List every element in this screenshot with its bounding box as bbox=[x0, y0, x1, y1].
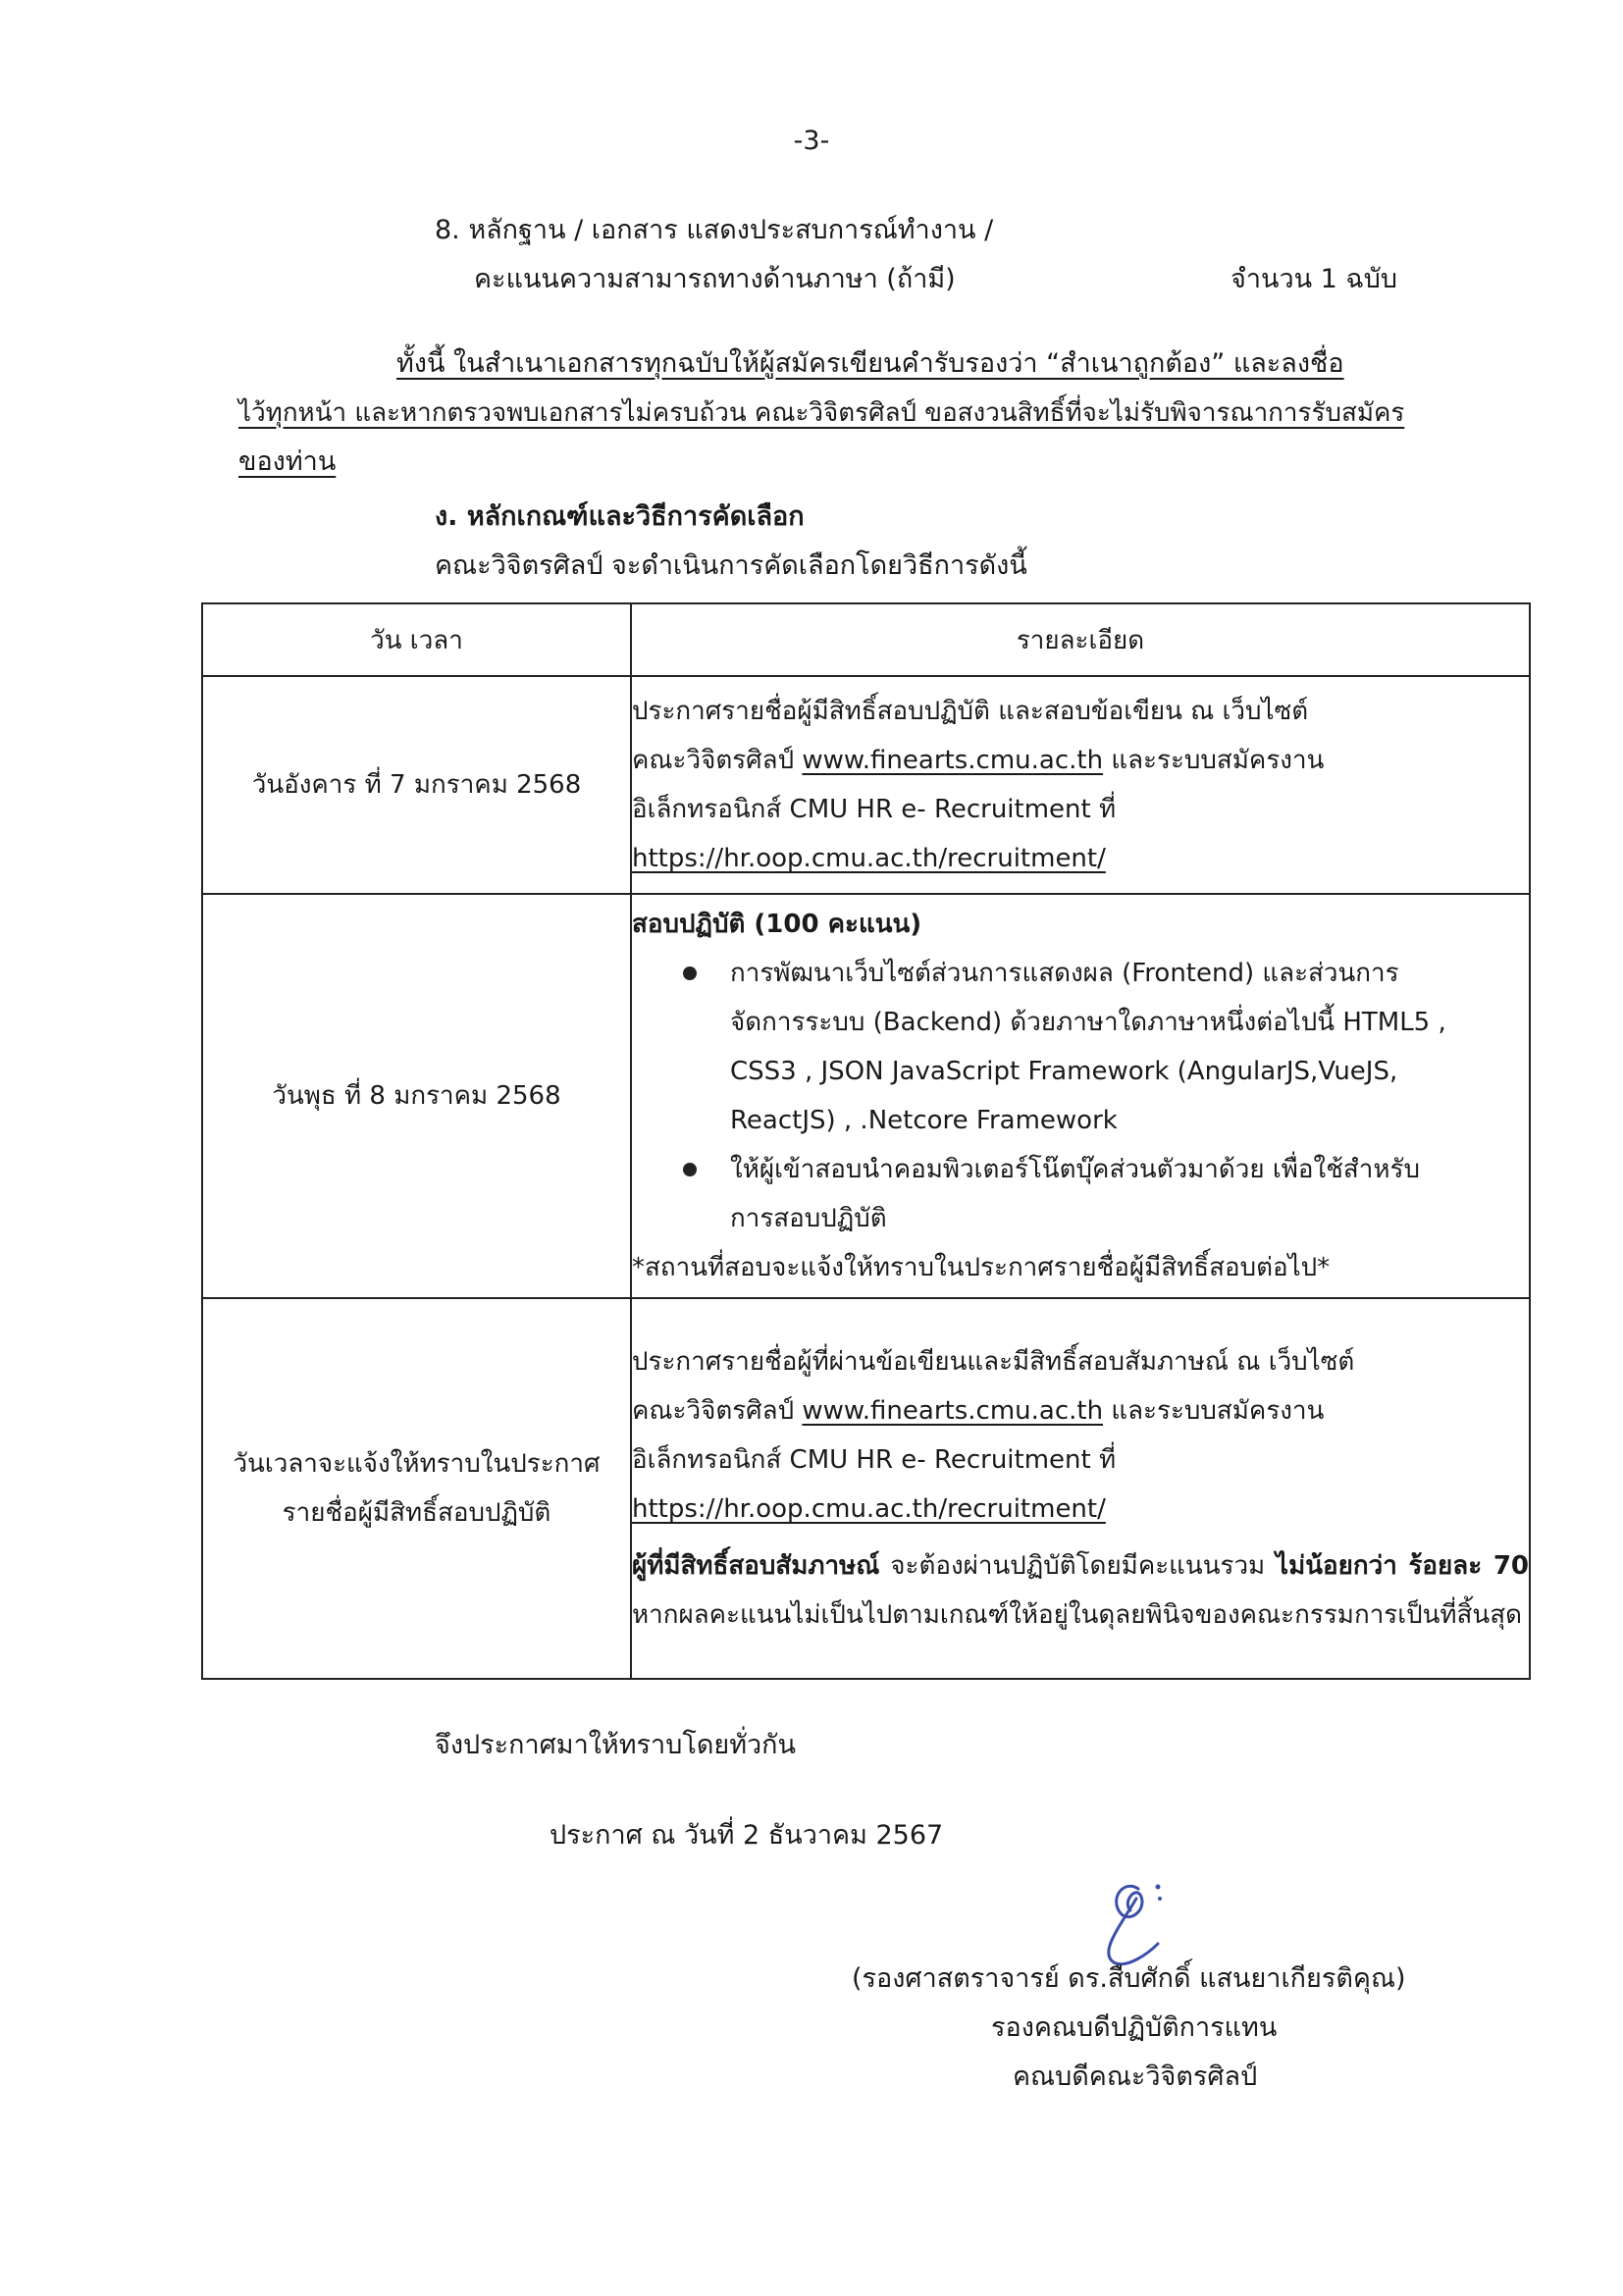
requirements-list bbox=[632, 949, 1529, 1243]
notice-line1: ทั้งนี้ ในสำเนาเอกสารทุกฉบับให้ผู้สมัครเขียนคำรับรองว่า “สำเนาถูกต้อง” และลงชื่อ bbox=[396, 348, 1344, 379]
row2-title: สอบปฏิบัติ (100 คะแนน) bbox=[632, 910, 922, 939]
criteria-bold-2: ไม่น้อยกว่า ร้อยละ 70 bbox=[1276, 1551, 1530, 1581]
row1-line2-post: และระบบสมัครงาน bbox=[1103, 746, 1325, 775]
row3-line2-pre: คณะวิจิตรศิลป์ bbox=[632, 1396, 803, 1426]
row3-line1: ประกาศรายชื่อผู้ที่ผ่านข้อเขียนและมีสิทธิ์สอบสัมภาษณ์ ณ เว็บไซต์ bbox=[632, 1347, 1355, 1377]
list-item bbox=[632, 1145, 1529, 1243]
row2-date: วันพุธ ที่ 8 มกราคม 2568 bbox=[202, 894, 631, 1298]
page-number: -3- bbox=[793, 126, 830, 156]
signatory-position-2: คณบดีคณะวิจิตรศิลป์ bbox=[1013, 2061, 1258, 2092]
signatory-position-1: รองคณบดีปฏิบัติการแทน bbox=[991, 2012, 1278, 2043]
recruitment-link[interactable]: https://hr.oop.cmu.ac.th/recruitment/ bbox=[632, 1494, 1106, 1524]
table-row bbox=[202, 894, 1530, 1298]
table-row bbox=[202, 676, 1530, 894]
criteria-rest: หากผลคะแนนไม่เป็นไปตามเกณฑ์ให้อยู่ในดุลยพินิจของคณะกรรมการเป็นที่สิ้นสุด bbox=[632, 1600, 1522, 1630]
notice-line3: ของท่าน bbox=[238, 446, 337, 477]
finearts-website-link[interactable]: www.finearts.cmu.ac.th bbox=[802, 1396, 1104, 1426]
row3-line2 bbox=[632, 1386, 1529, 1435]
header-date: วัน เวลา bbox=[202, 603, 631, 676]
announcement-date: ประกาศ ณ วันที่ 2 ธันวาคม 2567 bbox=[550, 1820, 944, 1851]
item8-line1: 8. หลักฐาน / เอกสาร แสดงประสบการณ์ทำงาน / bbox=[435, 215, 994, 245]
list-item bbox=[632, 949, 1529, 1145]
item8-line2: คะแนนความสามารถทางด้านภาษา (ถ้ามี) bbox=[474, 264, 956, 294]
section-heading: ง. หลักเกณฑ์และวิธีการคัดเลือก bbox=[435, 501, 805, 532]
selection-schedule-table bbox=[201, 602, 1531, 1680]
row3-line2-post: และระบบสมัครงาน bbox=[1103, 1396, 1325, 1426]
row1-date: วันอังคาร ที่ 7 มกราคม 2568 bbox=[202, 676, 631, 894]
row1-line1: ประกาศรายชื่อผู้มีสิทธิ์สอบปฏิบัติ และสอบข้อเขียน ณ เว็บไซต์ bbox=[632, 697, 1309, 726]
section-intro: คณะวิจิตรศิลป์ จะดำเนินการคัดเลือกโดยวิธีการดังนี้ bbox=[435, 550, 1027, 581]
bullet2-line2: การสอบปฏิบัติ bbox=[730, 1204, 887, 1233]
closing-text: จึงประกาศมาให้ทราบโดยทั่วกัน bbox=[435, 1730, 796, 1760]
signatory-name: (รองศาสตราจารย์ ดร.สืบศักดิ์ แสนยาเกียรติคุณ) bbox=[852, 1963, 1406, 1994]
row1-detail bbox=[631, 676, 1530, 894]
bullet1-line3: CSS3 , JSON JavaScript Framework (AngularJS,VueJS, bbox=[730, 1057, 1398, 1086]
criteria-mid: จะต้องผ่านปฏิบัติโดยมีคะแนนรวม bbox=[879, 1551, 1277, 1581]
item8-count: จำนวน 1 ฉบับ bbox=[1230, 264, 1398, 294]
criteria-bold-1: ผู้ที่มีสิทธิ์สอบสัมภาษณ์ bbox=[632, 1551, 880, 1581]
row3-date-line1: วันเวลาจะแจ้งให้ทราบในประกาศ bbox=[233, 1449, 601, 1479]
row3-criteria bbox=[632, 1541, 1529, 1640]
row2-detail bbox=[631, 894, 1530, 1298]
row3-line3: อิเล็กทรอนิกส์ CMU HR e- Recruitment ที่ bbox=[632, 1445, 1117, 1475]
row1-line3: อิเล็กทรอนิกส์ CMU HR e- Recruitment ที่ bbox=[632, 795, 1117, 824]
bullet1-line1: การพัฒนาเว็บไซต์ส่วนการแสดงผล (Frontend) และส่วนการ bbox=[730, 959, 1399, 988]
row3-date bbox=[202, 1298, 631, 1679]
header-detail: รายละเอียด bbox=[631, 603, 1530, 676]
notice-line2: ไว้ทุกหน้า และหากตรวจพบเอกสารไม่ครบถ้วน คณะวิจิตรศิลป์ ขอสงวนสิทธิ์ที่จะไม่รับพิจารณาการรับสมัคร bbox=[238, 398, 1405, 428]
bullet1-line4: ReactJS) , .Netcore Framework bbox=[730, 1106, 1118, 1135]
row3-detail bbox=[631, 1298, 1530, 1679]
row2-note: *สถานที่สอบจะแจ้งให้ทราบในประกาศรายชื่อผู้มีสิทธิ์สอบต่อไป* bbox=[632, 1253, 1331, 1282]
bullet2-line1: ให้ผู้เข้าสอบนำคอมพิวเตอร์โน๊ตบุ๊คส่วนตัวมาด้วย เพื่อใช้สำหรับ bbox=[730, 1155, 1420, 1184]
finearts-website-link[interactable]: www.finearts.cmu.ac.th bbox=[802, 746, 1104, 775]
row1-line2 bbox=[632, 736, 1529, 785]
row3-date-line2: รายชื่อผู้มีสิทธิ์สอบปฏิบัติ bbox=[282, 1498, 551, 1528]
recruitment-link[interactable]: https://hr.oop.cmu.ac.th/recruitment/ bbox=[632, 844, 1106, 873]
bullet1-line2: จัดการระบบ (Backend) ด้วยภาษาใดภาษาหนึ่งต่อไปนี้ HTML5 , bbox=[730, 1008, 1446, 1037]
table-row bbox=[202, 1298, 1530, 1679]
row1-line2-pre: คณะวิจิตรศิลป์ bbox=[632, 746, 803, 775]
table-header-row bbox=[202, 603, 1530, 676]
